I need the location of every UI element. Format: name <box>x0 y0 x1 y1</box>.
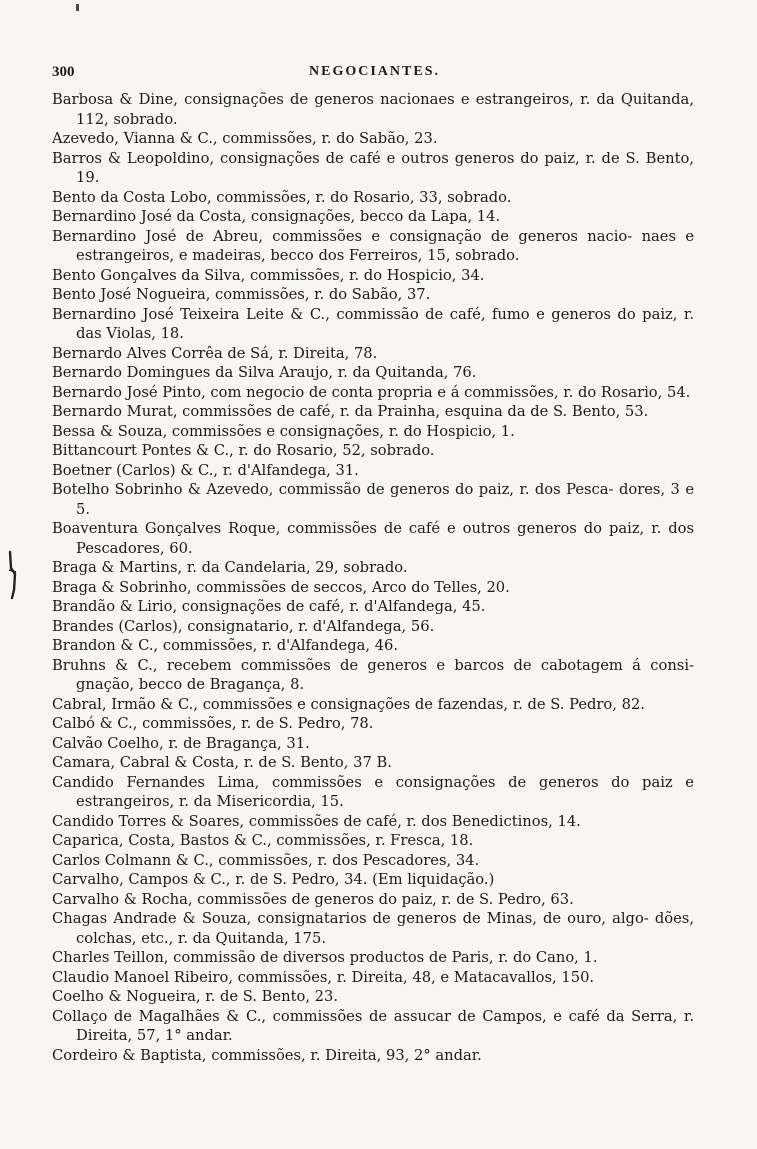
entry-line: Bernardino José da Costa, consignações, becco da Lapa, 14. <box>52 208 501 225</box>
ink-speck <box>76 4 79 11</box>
merchant-entry <box>52 207 694 227</box>
merchant-entry <box>52 480 694 519</box>
merchant-entry <box>52 695 694 715</box>
merchant-entry <box>52 149 694 188</box>
entry-line: Calvão Coelho, r. de Bragança, 31. <box>52 734 310 752</box>
merchant-entry <box>52 558 694 578</box>
entry-line: Braga & Sobrinho, commissões de seccos, Arco do Telles, 20. <box>52 578 510 596</box>
entry-line: Botelho Sobrinho & Azevedo, commissão de generos do paiz, r. dos Pesca- <box>52 481 614 498</box>
entry-line: Bento da Costa Lobo, commissões, r. do Rosario, 33, sobrado. <box>52 188 512 206</box>
margin-ink-mark <box>6 550 20 600</box>
merchant-list <box>52 90 694 1065</box>
merchant-entry <box>52 812 694 832</box>
merchant-entry <box>52 617 694 637</box>
merchant-entry <box>52 285 694 305</box>
entry-line: Chagas Andrade & Souza, consignatarios de generos de Minas, de ouro, algo- <box>52 910 649 927</box>
merchant-entry <box>52 90 694 129</box>
page-header <box>52 64 697 88</box>
merchant-entry <box>52 422 694 442</box>
entry-line: Brandes (Carlos), consignatario, r. d'Alfandega, 56. <box>52 617 435 635</box>
merchant-entry <box>52 948 694 968</box>
entry-line: Serra, r. Direita, 57, 1° andar. <box>76 1007 694 1044</box>
merchant-entry <box>52 636 694 656</box>
entry-line: Candido Fernandes Lima, commissões e consignações de generos do paiz e <box>52 773 694 791</box>
merchant-entry <box>52 129 694 149</box>
entry-line: Bento José Nogueira, commissões, r. do Sabão, 37. <box>52 286 431 303</box>
entry-line: Bento Gonçalves da Silva, commissões, r. do Hospicio, 34. <box>52 266 485 284</box>
entry-line: gnação, becco de Bragança, 8. <box>76 676 305 693</box>
merchant-entry <box>52 578 694 598</box>
entry-line: Bernardo Murat, commissões de café, r. da Prainha, esquina da de S. Bento, 53. <box>52 403 649 420</box>
entry-line: Bruhns & C., recebem commissões de generos e barcos de cabotagem á consi- <box>52 656 694 674</box>
entry-line: dores, 3 e 5. <box>76 481 695 518</box>
merchant-entry <box>52 188 694 208</box>
entry-line: naes e estrangeiros, e madeiras, becco dos Ferreiros, 15, sobrado. <box>76 227 695 264</box>
merchant-entry <box>52 305 694 344</box>
merchant-entry <box>52 461 694 481</box>
merchant-entry <box>52 870 694 890</box>
merchant-entry <box>52 597 694 617</box>
merchant-entry <box>52 851 694 871</box>
entry-line: S. Bento, 19. <box>76 149 695 186</box>
entry-line: Quitanda, 112, sobrado. <box>76 91 694 128</box>
entry-line: Claudio Manoel Ribeiro, commissões, r. Direita, 48, e Matacavallos, 150. <box>52 968 595 986</box>
entry-line: Carlos Colmann & C., commissões, r. dos Pescadores, 34. <box>52 851 480 869</box>
entry-line: Barros & Leopoldino, consignações de café e outros generos do paiz, r. de <box>52 149 620 167</box>
entry-line: Cordeiro & Baptista, commissões, r. Direita, 93, 2° andar. <box>52 1046 482 1064</box>
entry-line: Barbosa & Dine, consignações de generos nacionaes e estrangeiros, r. da <box>52 91 615 108</box>
entry-line: Carvalho & Rocha, commissões de generos do paiz, r. de S. Pedro, 63. <box>52 890 574 908</box>
entry-line: Boaventura Gonçalves Roque, commissões de café e outros generos do paiz, <box>52 520 645 537</box>
merchant-entry <box>52 656 694 695</box>
entry-line: Carvalho, Campos & C., r. de S. Pedro, 34. (Em liquidação.) <box>52 871 495 888</box>
merchant-entry <box>52 227 694 266</box>
entry-line: Rosario, 54. <box>600 383 691 401</box>
entry-line: Bernardo Alves Corrêa de Sá, r. Direita, 78. <box>52 344 378 362</box>
merchant-entry <box>52 441 694 461</box>
merchant-entry <box>52 519 694 558</box>
merchant-entry <box>52 363 694 383</box>
running-title: NEGOCIANTES. <box>309 64 440 79</box>
merchant-entry <box>52 831 694 851</box>
entry-line: dões, colchas, etc., r. da Quitanda, 175. <box>76 910 695 947</box>
entry-line: Brandão & Lirio, consignações de café, r. d'Alfandega, 45. <box>52 598 486 615</box>
merchant-entry <box>52 987 694 1007</box>
entry-line: Azevedo, Vianna & C., commissões, r. do Sabão, 23. <box>52 130 438 147</box>
entry-line: Bernardo Domingues da Silva Araujo, r. da Quitanda, 76. <box>52 364 477 381</box>
page-number: 300 <box>52 64 75 80</box>
entry-line: Boetner (Carlos) & C., r. d'Alfandega, 31. <box>52 461 359 479</box>
entry-line: Collaço de Magalhães & C., commissões de assucar de Campos, e café da <box>52 1007 625 1025</box>
merchant-entry <box>52 1007 694 1046</box>
merchant-entry <box>52 402 694 422</box>
entry-line: Bittancourt Pontes & C., r. do Rosario, 52, sobrado. <box>52 442 435 459</box>
merchant-entry <box>52 753 694 773</box>
entry-line: Charles Teillon, commissão de diversos productos de Paris, r. do Cano, 1. <box>52 949 598 966</box>
entry-line: r. dos Pescadores, 60. <box>76 520 694 557</box>
entry-line: Bernardino José Teixeira Leite & C., commissão de café, fumo e generos do <box>52 305 636 323</box>
entry-line: estrangeiros, r. da Misericordia, 15. <box>76 793 344 810</box>
merchant-entry <box>52 1046 694 1066</box>
merchant-entry <box>52 890 694 910</box>
entry-line: Calbó & C., commissões, r. de S. Pedro, 78. <box>52 715 374 732</box>
entry-line: Cabral, Irmão & C., commissões e consignações de fazendas, r. de S. Pedro, 82. <box>52 695 645 713</box>
merchant-entry <box>52 714 694 734</box>
entry-line: Caparica, Costa, Bastos & C., commissões, r. Fresca, 18. <box>52 832 474 849</box>
entry-line: Candido Torres & Soares, commissões de café, r. dos Benedictinos, 14. <box>52 812 581 830</box>
merchant-entry <box>52 734 694 754</box>
entry-line: Bernardino José de Abreu, commissões e consignação de generos nacio- <box>52 227 633 245</box>
entry-line: Camara, Cabral & Costa, r. de S. Bento, 37 B. <box>52 754 392 771</box>
merchant-entry <box>52 968 694 988</box>
entry-line: Braga & Martins, r. da Candelaria, 29, sobrado. <box>52 559 408 576</box>
merchant-entry <box>52 773 694 812</box>
entry-line: Bernardo José Pinto, com negocio de conta propria e á commissões, r. do <box>52 383 597 401</box>
entry-line: paiz, r. das Violas, 18. <box>76 305 694 342</box>
merchant-entry <box>52 383 694 403</box>
entry-line: Bessa & Souza, commissões e consignações, r. do Hospicio, 1. <box>52 422 515 440</box>
merchant-entry <box>52 266 694 286</box>
entry-line: Coelho & Nogueira, r. de S. Bento, 23. <box>52 988 339 1005</box>
merchant-entry <box>52 344 694 364</box>
entry-line: Brandon & C., commissões, r. d'Alfandega, 46. <box>52 637 399 654</box>
merchant-entry <box>52 909 694 948</box>
